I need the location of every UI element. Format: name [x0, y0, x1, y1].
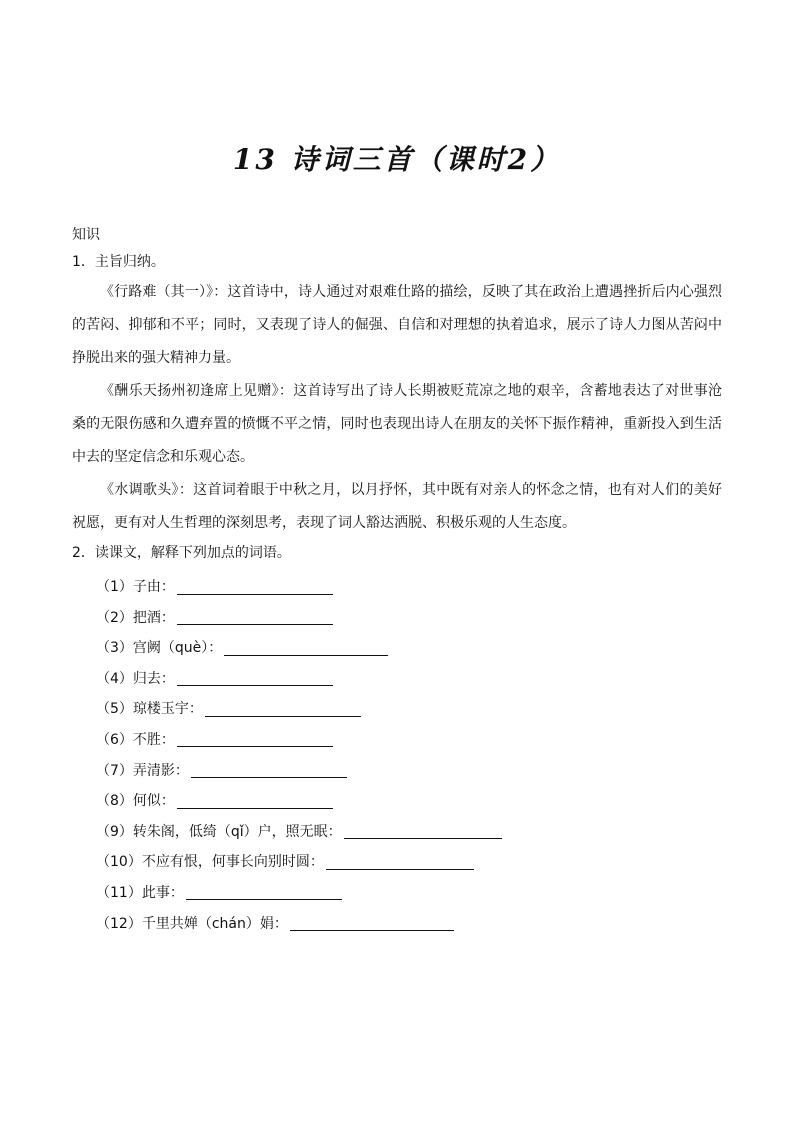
theme-paragraph-shuidiaogetou: 《水调歌头》：这首词着眼于中秋之月，以月抒怀，其中既有对亲人的怀念之情，也有对人们的美好祝愿，更有对人生哲理的深刻思考，表现了词人豁达洒脱、积极乐观的人生态度。	[72, 482, 722, 531]
theme-paragraph-chouletian: 《酬乐天扬州初逢席上见赠》：这首诗写出了诗人长期被贬荒凉之地的艰辛，含蓄地表达了对世事沧桑的无限伤感和久遭弃置的愤慨不平之情，同时也表现出诗人在朋友的关怀下振作精神，重新投入到生活中去的坚定信念和乐观心态。	[72, 383, 722, 465]
vocab-prompt: （9）转朱阁，低绮（qǐ）户，照无眠：	[96, 823, 342, 840]
answer-blank[interactable]	[205, 702, 361, 717]
vocab-item	[96, 817, 722, 848]
vocab-item	[96, 633, 722, 664]
vocab-prompt: （3）宫阙（què）：	[96, 640, 223, 657]
answer-blank[interactable]	[177, 794, 333, 809]
answer-blank[interactable]	[224, 641, 388, 656]
section-label: 知识	[72, 227, 100, 243]
worksheet-content	[72, 222, 722, 939]
vocab-item	[96, 694, 722, 725]
vocab-prompt: （6）不胜：	[96, 731, 175, 748]
page-title: 13 诗词三首（课时2）	[232, 143, 562, 176]
vocab-item	[96, 572, 722, 603]
vocab-item	[96, 664, 722, 695]
vocab-prompt: （11）此事：	[96, 884, 184, 901]
vocab-list	[72, 572, 722, 939]
answer-blank[interactable]	[177, 671, 333, 686]
answer-blank[interactable]	[177, 610, 333, 625]
vocab-prompt: （7）弄清影：	[96, 762, 189, 779]
vocab-prompt: （5）琼楼玉宇：	[96, 701, 203, 718]
answer-blank[interactable]	[186, 885, 342, 900]
answer-blank[interactable]	[177, 580, 333, 595]
answer-blank[interactable]	[191, 763, 347, 778]
vocab-item	[96, 786, 722, 817]
question-1-heading: 1．主旨归纳。	[72, 254, 165, 270]
vocab-prompt: （2）把酒：	[96, 609, 175, 626]
vocab-item	[96, 847, 722, 878]
answer-blank[interactable]	[290, 916, 454, 931]
vocab-item	[96, 725, 722, 756]
vocab-item	[96, 756, 722, 787]
vocab-prompt: （4）归去：	[96, 670, 175, 687]
vocab-prompt: （1）子由：	[96, 579, 175, 595]
vocab-item	[96, 878, 722, 909]
vocab-prompt: （8）何似：	[96, 793, 175, 810]
answer-blank[interactable]	[326, 855, 474, 870]
vocab-prompt: （12）千里共婵（chán）娟：	[96, 915, 288, 932]
question-2-heading: 2．读课文，解释下列加点的词语。	[72, 545, 291, 561]
vocab-prompt: （10）不应有恨，何事长向别时圆：	[96, 854, 324, 871]
vocab-item	[96, 909, 722, 940]
answer-blank[interactable]	[177, 732, 333, 747]
vocab-item	[96, 603, 722, 634]
answer-blank[interactable]	[344, 824, 502, 839]
theme-paragraph-xinglunan: 《行路难（其一）》：这首诗中，诗人通过对艰难仕路的描绘，反映了其在政治上遭遇挫折后内心强烈的苦闷、抑郁和不平；同时，又表现了诗人的倔强、自信和对理想的执着追求，展示了诗人力图从苦闷中挣脱出来的强大精神力量。	[72, 284, 722, 366]
